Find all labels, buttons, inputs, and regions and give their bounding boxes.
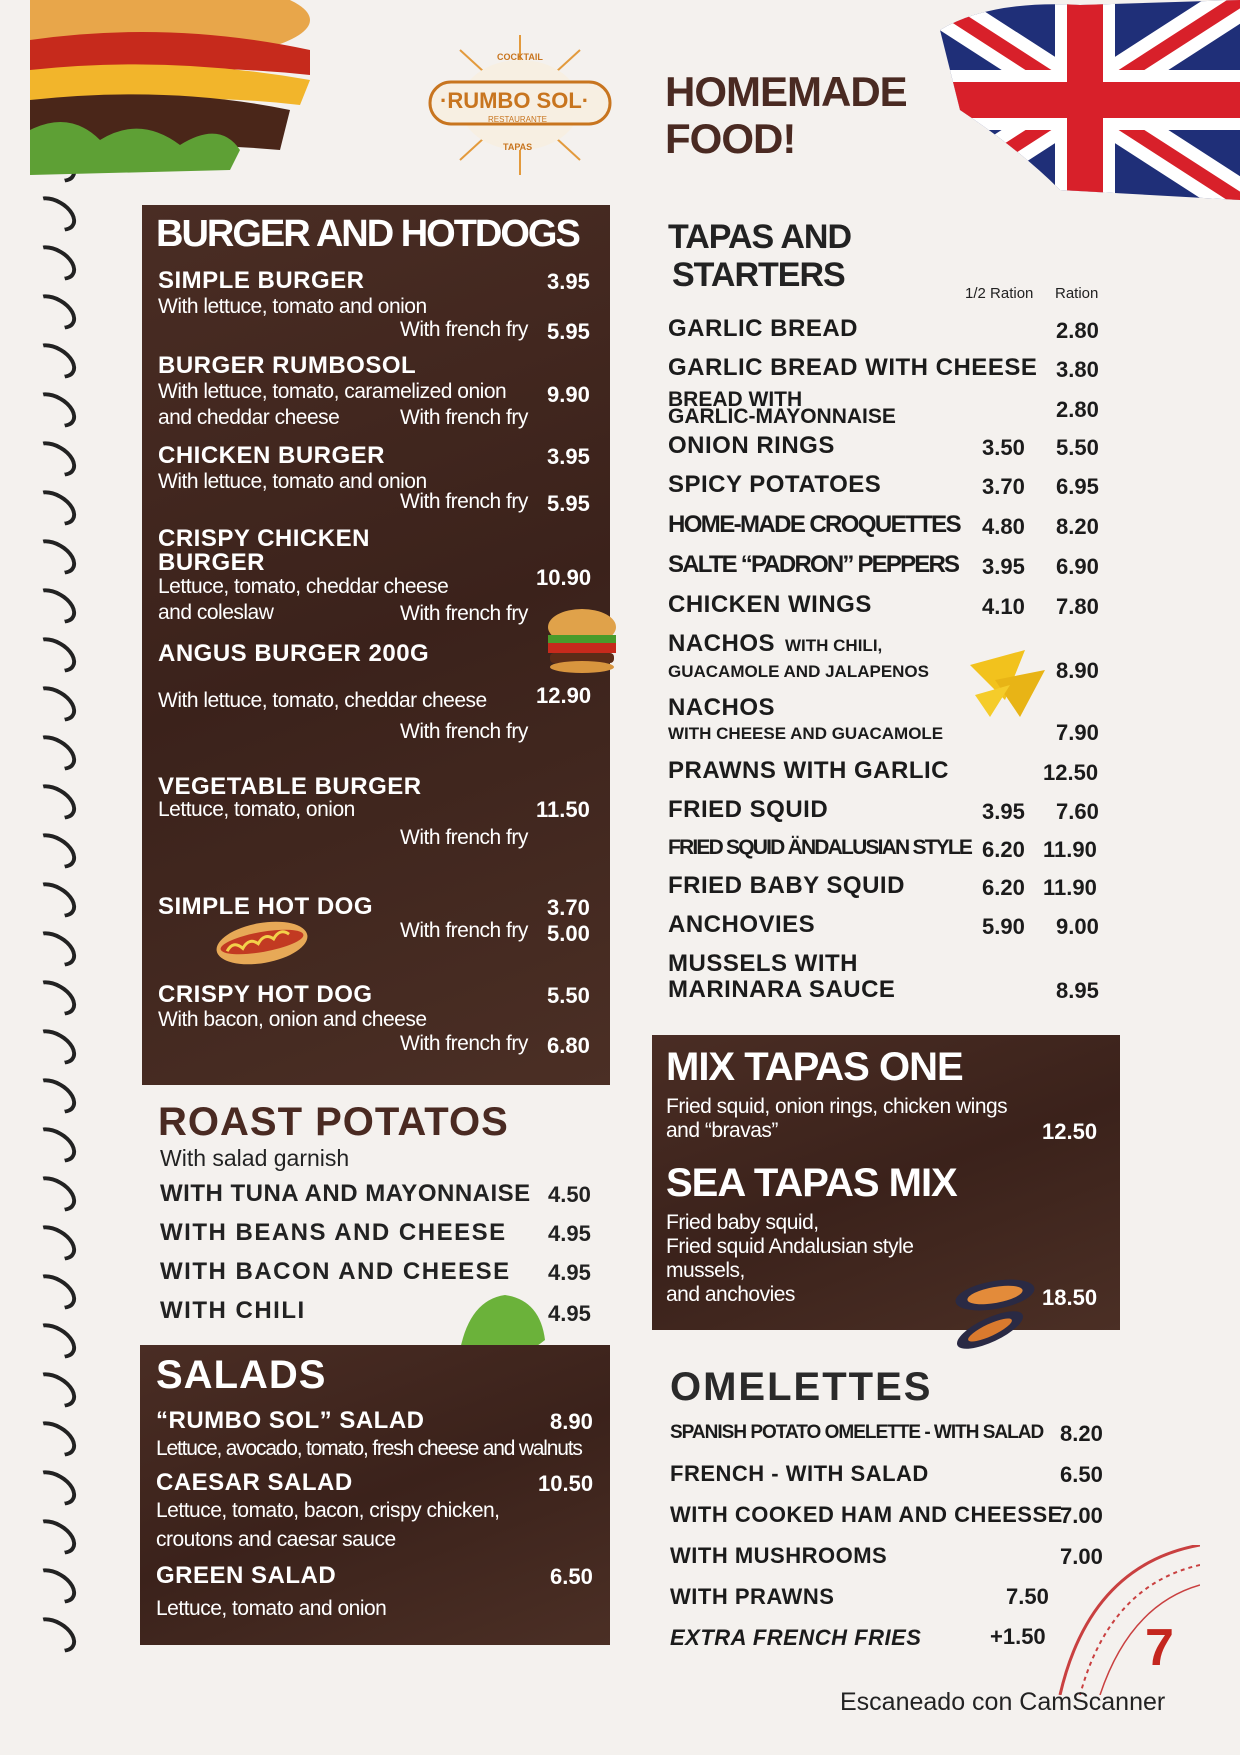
spiral-ring	[26, 1512, 83, 1562]
burger-name: CHICKEN BURGER	[158, 442, 386, 469]
omelettes-title: OMELETTES	[670, 1365, 933, 1409]
tapas-item-name: ANCHOVIES	[668, 911, 816, 938]
corner-ornament	[1050, 1545, 1200, 1695]
burger-fry-label: With french fry	[400, 919, 528, 942]
burger-name: BURGER RUMBOSOL	[158, 352, 417, 379]
spiral-ring	[26, 1071, 83, 1121]
burger-desc2: and cheddar cheese	[158, 406, 340, 429]
burger-desc2: and coleslaw	[158, 601, 274, 624]
spiral-ring	[26, 581, 83, 631]
burger-name2: BURGER	[158, 549, 266, 576]
spiral-ring	[26, 1316, 83, 1366]
header-line2: FOOD!	[665, 115, 796, 162]
tapas-item-ration: 8.95	[1056, 978, 1099, 1003]
tapas-item-ration: 3.80	[1056, 357, 1099, 382]
omelette-item-name: FRENCH - WITH SALAD	[670, 1461, 929, 1486]
spiral-ring	[26, 287, 83, 337]
burger-fry-label: With french fry	[400, 1032, 528, 1055]
burger-desc: Lettuce, tomato, cheddar cheese	[158, 575, 449, 598]
burger-icon	[542, 605, 622, 675]
burger-name: SIMPLE BURGER	[158, 267, 365, 294]
tapas-item-name: FRIED BABY SQUID	[668, 872, 905, 899]
logo-top-text: COCKTAIL	[497, 52, 543, 62]
salad-name: CAESAR SALAD	[156, 1469, 353, 1496]
tapas-item-half: 4.80	[982, 514, 1025, 539]
burgers-title: BURGER AND HOTDOGS	[156, 213, 579, 255]
burger-name: ANGUS BURGER 200G	[158, 640, 430, 667]
omelette-item-name: WITH MUSHROOMS	[670, 1543, 888, 1568]
burger-price: 3.95	[547, 269, 590, 294]
tapas-item-name: NACHOS	[668, 630, 776, 657]
spiral-ring	[26, 1169, 83, 1219]
potato-item-price: 4.95	[548, 1221, 591, 1246]
spiral-ring	[26, 630, 83, 680]
sea-mix-desc4: and anchovies	[666, 1283, 795, 1306]
tapas-item-ration: 7.60	[1056, 799, 1099, 824]
tapas-item-ration: 8.90	[1056, 658, 1099, 683]
burger-fry-label: With french fry	[400, 826, 528, 849]
spiral-ring	[26, 1610, 83, 1660]
tapas-item-name: NACHOS	[668, 694, 776, 721]
omelette-item-name: SPANISH POTATO OMELETTE - WITH SALAD	[670, 1422, 1044, 1443]
logo-bottom-text: TAPAS	[503, 142, 533, 152]
spiral-ring	[26, 875, 83, 925]
sea-mix-title: SEA TAPAS MIX	[666, 1161, 957, 1205]
salad-desc2: croutons and caesar sauce	[156, 1528, 396, 1551]
salad-desc: Lettuce, avocado, tomato, fresh cheese and walnuts	[156, 1437, 582, 1460]
spiral-ring	[26, 973, 83, 1023]
spiral-ring	[26, 924, 83, 974]
uk-flag-image	[930, 0, 1240, 200]
tapas-item-half: 3.50	[982, 435, 1025, 460]
spiral-ring	[26, 1022, 83, 1072]
tapas-item-ration: 7.90	[1056, 720, 1099, 745]
burgers-panel	[142, 205, 610, 1085]
tapas-item-name: MUSSELS WITH	[668, 950, 858, 977]
potato-item-price: 4.50	[548, 1182, 591, 1207]
tapas-title-line2: STARTERS	[672, 256, 845, 294]
burger-desc: With lettuce, tomato, cheddar cheese	[158, 689, 487, 712]
tapas-item-ration: 9.00	[1056, 914, 1099, 939]
sea-mix-desc2: Fried squid Andalusian style	[666, 1235, 914, 1258]
spiral-ring	[26, 1120, 83, 1170]
salad-name: “RUMBO SOL” SALAD	[156, 1407, 425, 1434]
spiral-ring	[26, 1561, 83, 1611]
header-line1: HOMEMADE	[665, 68, 907, 115]
spiral-ring	[26, 189, 83, 239]
salad-price: 8.90	[550, 1409, 593, 1434]
omelette-item-name: EXTRA FRENCH FRIES	[670, 1625, 922, 1650]
burger-price: 10.90	[536, 565, 592, 590]
tapas-item-name2: WITH CHEESE AND GUACAMOLE	[668, 724, 944, 743]
tapas-item-half: 6.20	[982, 837, 1025, 862]
salad-price: 10.50	[538, 1471, 594, 1496]
spiral-ring	[26, 777, 83, 827]
salads-panel	[140, 1345, 610, 1645]
spiral-ring	[26, 679, 83, 729]
burger-name: SIMPLE HOT DOG	[158, 893, 374, 920]
tapas-item-half: 3.95	[982, 554, 1025, 579]
salad-desc: Lettuce, tomato, bacon, crispy chicken,	[156, 1499, 500, 1522]
tapas-item-name2: MARINARA SAUCE	[668, 976, 896, 1003]
mix-tapas-panel	[652, 1035, 1120, 1330]
omelette-item-price: 7.50	[1006, 1584, 1049, 1609]
salad-desc: Lettuce, tomato and onion	[156, 1597, 387, 1620]
burger-fry-price: 5.95	[547, 491, 590, 516]
potato-item-price: 4.95	[548, 1301, 591, 1326]
tapas-item-ration: 6.90	[1056, 554, 1099, 579]
burger-photo	[30, 0, 310, 180]
burger-fry-price: 5.00	[547, 921, 590, 946]
burger-price: 12.90	[536, 683, 592, 708]
tapas-item-half: 6.20	[982, 875, 1025, 900]
spiral-ring	[26, 728, 83, 778]
omelette-item-name: WITH PRAWNS	[670, 1584, 835, 1609]
burger-desc: With bacon, onion and cheese	[158, 1008, 427, 1031]
spiral-ring	[26, 826, 83, 876]
spiral-ring	[26, 1414, 83, 1464]
burger-name: CRISPY CHICKEN	[158, 525, 370, 552]
tapas-item-half: 3.70	[982, 474, 1025, 499]
page-number: 7	[1145, 1619, 1174, 1677]
burger-desc: With lettuce, tomato and onion	[158, 295, 427, 318]
omelette-item-price: 7.00	[1060, 1544, 1103, 1569]
burger-fry-label: With french fry	[400, 318, 528, 341]
potato-item-name: WITH TUNA AND MAYONNAISE	[160, 1180, 531, 1207]
tapas-item-name: SALTE “PADRON” PEPPERS	[668, 551, 959, 578]
tapas-item-ration: 8.20	[1056, 514, 1099, 539]
salad-price: 6.50	[550, 1564, 593, 1589]
salad-name: GREEN SALAD	[156, 1562, 337, 1589]
tapas-item-name: PRAWNS WITH GARLIC	[668, 757, 949, 784]
burger-name: VEGETABLE BURGER	[158, 773, 422, 800]
burger-desc: Lettuce, tomato, onion	[158, 798, 355, 821]
burger-fry-price: 6.80	[547, 1033, 590, 1058]
mix-one-price: 12.50	[1042, 1119, 1098, 1144]
burger-name: CRISPY HOT DOG	[158, 981, 373, 1008]
tapas-item-half: 4.10	[982, 594, 1025, 619]
burger-fry-label: With french fry	[400, 602, 528, 625]
omelette-item-price: 6.50	[1060, 1462, 1103, 1487]
tapas-item-name: SPICY POTATOES	[668, 471, 882, 498]
sea-mix-desc: Fried baby squid,	[666, 1211, 819, 1234]
hotdog-icon	[212, 915, 312, 970]
tapas-item-half: 5.90	[982, 914, 1025, 939]
tapas-item-name: GARLIC BREAD WITH CHEESE	[668, 354, 1038, 381]
burger-price: 11.50	[536, 797, 590, 822]
burger-desc: With lettuce, tomato, caramelized onion	[158, 380, 507, 403]
omelette-item-price: 8.20	[1060, 1421, 1103, 1446]
spiral-ring	[26, 1267, 83, 1317]
spiral-ring	[26, 238, 83, 288]
logo-name: ·RUMBO SOL·	[440, 88, 590, 113]
burger-price: 3.70	[547, 895, 590, 920]
tapas-item-name: CHICKEN WINGS	[668, 591, 872, 618]
tapas-item-name: BREAD WITH	[668, 388, 803, 411]
spiral-ring	[26, 336, 83, 386]
burger-price: 5.50	[547, 983, 590, 1008]
tapas-item-half: 3.95	[982, 799, 1025, 824]
sea-mix-desc3: mussels,	[666, 1259, 745, 1282]
mix-one-title: MIX TAPAS ONE	[666, 1045, 963, 1089]
tapas-item-name2: GARLIC-MAYONNAISE	[668, 405, 896, 428]
tapas-item-ration: 5.50	[1056, 435, 1099, 460]
mix-one-desc: Fried squid, onion rings, chicken wings	[666, 1095, 1008, 1118]
spiral-ring	[26, 532, 83, 582]
tapas-item-ration: 2.80	[1056, 397, 1099, 422]
tapas-item-ration: 6.95	[1056, 474, 1099, 499]
potatos-title: ROAST POTATOS	[158, 1100, 509, 1144]
spiral-ring	[26, 483, 83, 533]
potato-item-name: WITH BEANS AND CHEESE	[160, 1219, 507, 1246]
tapas-item-name: HOME-MADE CROQUETTES	[668, 511, 961, 538]
burger-price: 9.90	[547, 382, 590, 407]
omelette-item-price: 7.00	[1060, 1503, 1103, 1528]
column-ration: Ration	[1055, 285, 1099, 302]
omelette-item-name: WITH COOKED HAM AND CHEESSE	[670, 1502, 1063, 1527]
spiral-ring	[26, 1218, 83, 1268]
burger-price: 3.95	[547, 444, 590, 469]
tapas-title-line1: TAPAS AND	[668, 218, 852, 256]
tapas-item-name-suffix: WITH CHILI,	[785, 636, 883, 655]
spiral-ring	[26, 385, 83, 435]
tapas-item-name2: GUACAMOLE AND JALAPENOS	[668, 662, 929, 681]
tapas-item-ration: 11.90	[1043, 875, 1097, 900]
omelette-item-price: +1.50	[990, 1624, 1046, 1649]
tapas-item-name: FRIED SQUID ÄNDALUSIAN STYLE	[668, 836, 972, 859]
logo-sub-text: RESTAURANTE	[488, 115, 547, 124]
scanner-footer: Escaneado con CamScanner	[840, 1688, 1166, 1716]
spiral-ring	[26, 1365, 83, 1415]
potato-item-name: WITH CHILI	[160, 1297, 306, 1324]
spiral-binding	[30, 150, 72, 1680]
spiral-ring	[26, 1463, 83, 1513]
tapas-item-ration: 7.80	[1056, 594, 1099, 619]
tapas-item-ration: 2.80	[1056, 318, 1099, 343]
tapas-item-name: FRIED SQUID	[668, 796, 829, 823]
nachos-image	[965, 645, 1050, 720]
tapas-item-name: ONION RINGS	[668, 432, 835, 459]
spiral-ring	[26, 434, 83, 484]
tapas-item-ration: 11.90	[1043, 837, 1097, 862]
mix-one-desc2: and “bravas”	[666, 1119, 778, 1142]
column-half-ration: 1/2 Ration	[965, 285, 1034, 302]
burger-desc: With lettuce, tomato and onion	[158, 470, 427, 493]
sea-mix-price: 18.50	[1042, 1285, 1098, 1310]
salads-title: SALADS	[156, 1353, 327, 1397]
potato-item-price: 4.95	[548, 1260, 591, 1285]
burger-fry-label: With french fry	[400, 720, 528, 743]
burger-fry-price: 5.95	[547, 319, 590, 344]
mussels-image	[950, 1270, 1040, 1355]
burger-fry-label: With french fry	[400, 406, 528, 429]
potato-item-name: WITH BACON AND CHEESE	[160, 1258, 511, 1285]
potatos-subtitle: With salad garnish	[160, 1145, 350, 1171]
burger-fry-label: With french fry	[400, 490, 528, 513]
tapas-item-name: GARLIC BREAD	[668, 315, 858, 342]
tapas-item-ration: 12.50	[1043, 760, 1099, 785]
